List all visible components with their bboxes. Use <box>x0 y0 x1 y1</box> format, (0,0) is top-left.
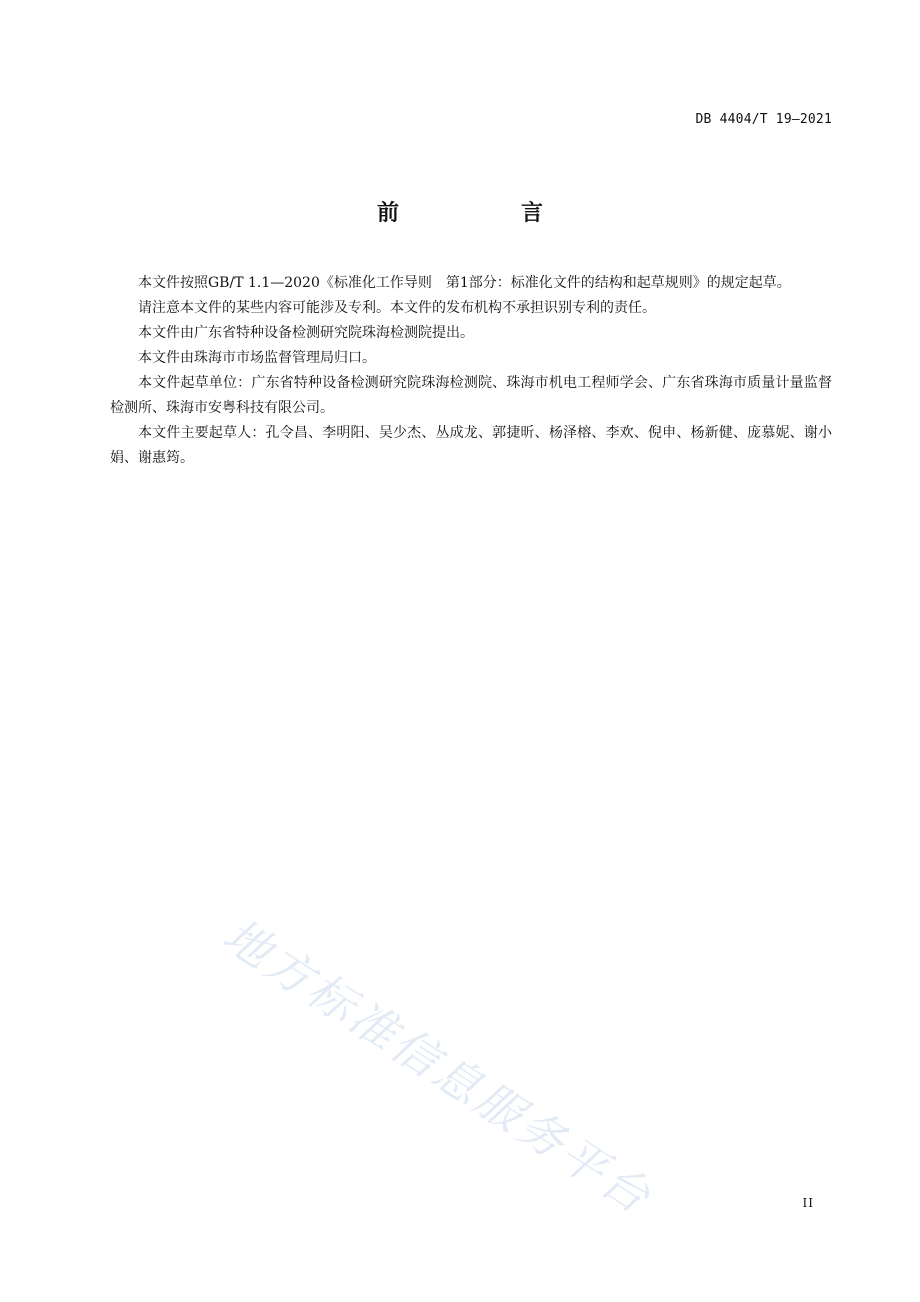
paragraph-administrator: 本文件由珠海市市场监督管理局归口。 <box>138 350 376 366</box>
paragraph-patent-notice: 请注意本文件的某些内容可能涉及专利。本文件的发布机构不承担识别专利的责任。 <box>138 300 656 316</box>
foreword-body <box>110 271 832 471</box>
paragraph-drafting-rules: 本文件按照GB/T 1.1—2020《标准化工作导则 第1部分：标准化文件的结构和起草规则》的规定起草。 <box>138 275 791 291</box>
paragraph-drafters: 本文件主要起草人：孔令昌、李明阳、吴少杰、丛成龙、郭捷昕、杨泽榕、李欢、倪申、杨新健、庞慕妮、谢小娟、谢惠筠。 <box>110 425 832 466</box>
page-title: 前 言 <box>376 201 593 226</box>
watermark: 地方标准信息服务平台 <box>213 907 663 1226</box>
document-code: DB 4404/T 19—2021 <box>695 112 832 127</box>
paragraph-drafting-units: 本文件起草单位：广东省特种设备检测研究院珠海检测院、珠海市机电工程师学会、广东省珠海市质量计量监督检测所、珠海市安粤科技有限公司。 <box>110 375 832 416</box>
page-number: II <box>802 1196 814 1210</box>
paragraph-proposer: 本文件由广东省特种设备检测研究院珠海检测院提出。 <box>138 325 474 341</box>
